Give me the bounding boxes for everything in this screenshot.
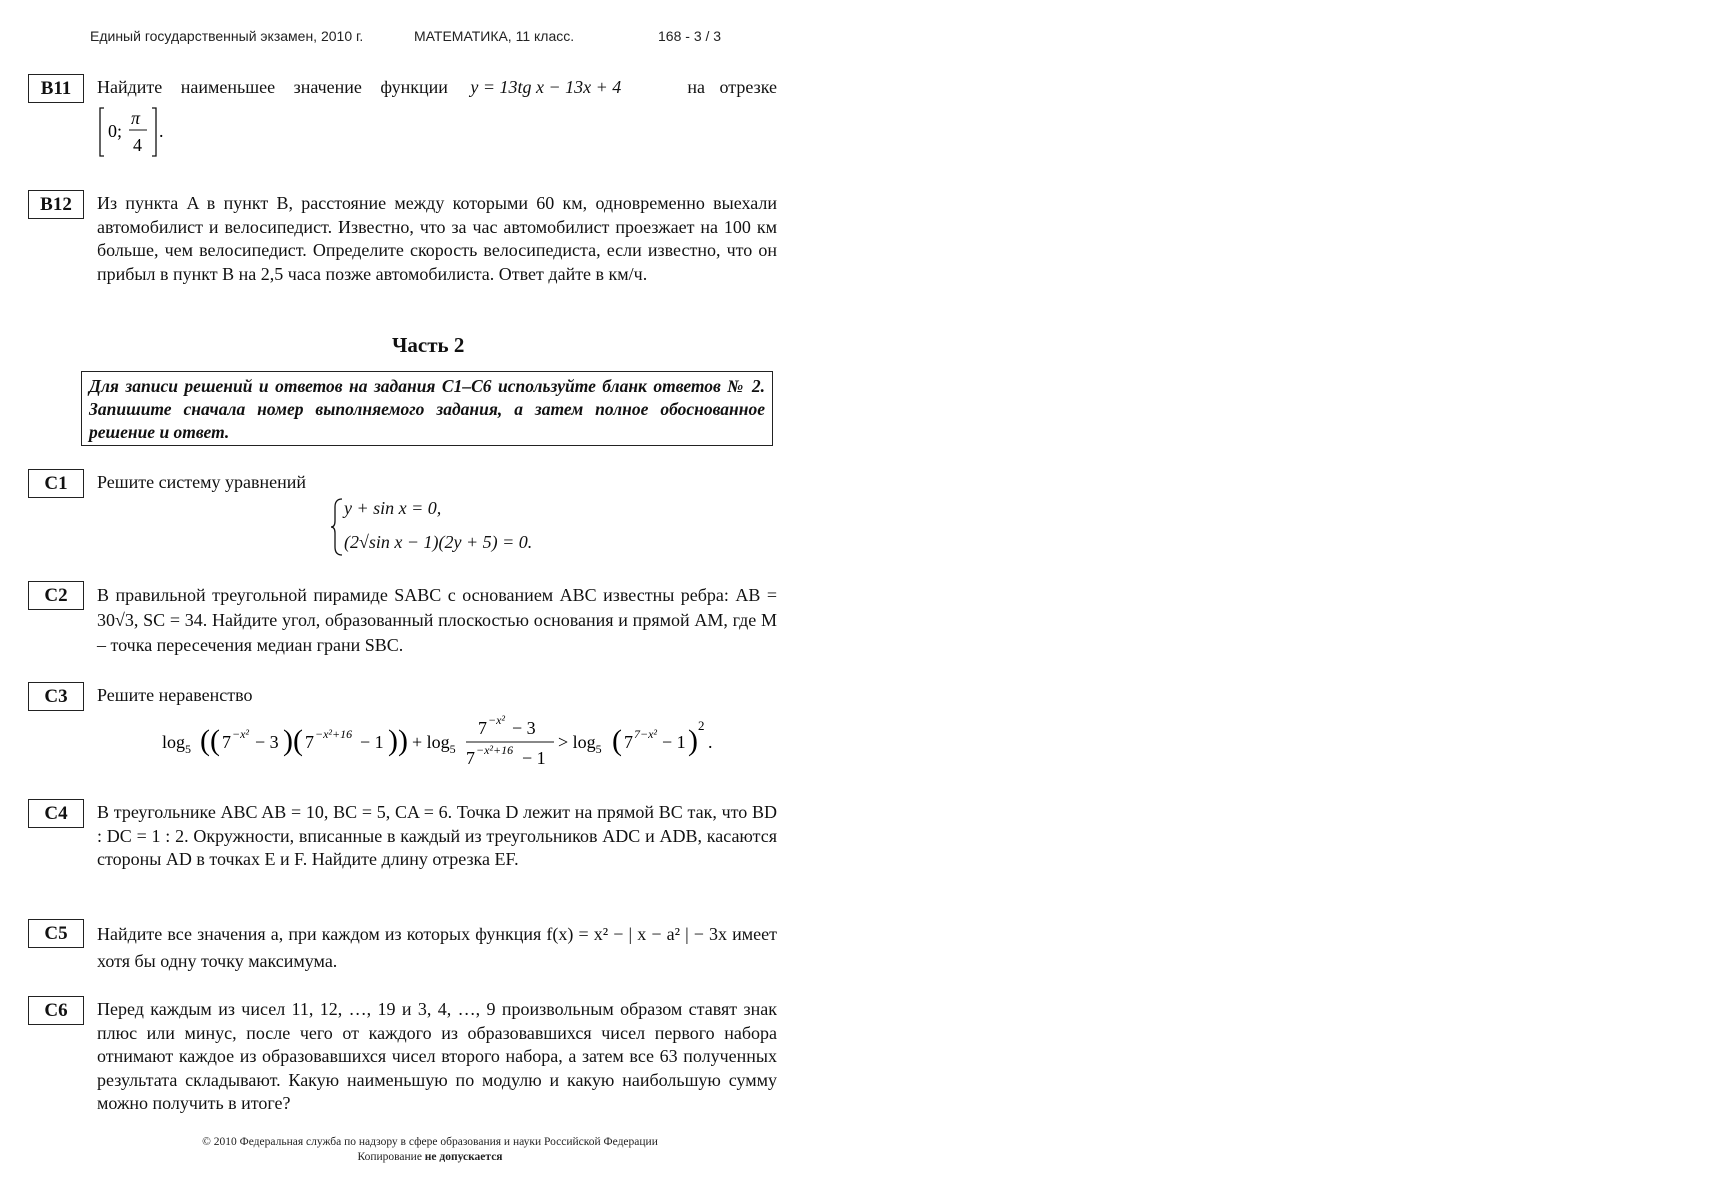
svg-text:7: 7 — [305, 732, 314, 752]
c1-equation-2: (2√sin x − 1)(2y + 5) = 0. — [344, 532, 533, 552]
svg-text:(: ( — [612, 724, 622, 757]
footer-copy-notice: Копирование не допускается — [357, 1151, 503, 1163]
svg-text:2: 2 — [698, 718, 705, 733]
task-b11-text: Найдите наименьшее значение функции y = 13tg x − 13x + 4 на отрезке — [97, 77, 777, 97]
c1-equation-1: y + sin x = 0, — [344, 498, 442, 518]
task-label-b12: B12 — [28, 190, 84, 219]
svg-text:log5: $\log_5$ — [162, 732, 192, 756]
svg-text:7: 7 — [478, 718, 487, 738]
task-label-b11: B11 — [28, 74, 84, 103]
svg-text:.: . — [708, 732, 713, 752]
svg-text:(: ( — [293, 724, 303, 757]
c1-system-brace — [330, 497, 344, 557]
task-label-c2: C2 — [28, 581, 84, 610]
svg-text:− 1: − 1 — [522, 748, 546, 768]
task-label-c4: C4 — [28, 799, 84, 828]
svg-text:−x²: −x² — [232, 727, 250, 741]
b11-interval-formula — [96, 104, 186, 160]
svg-text:): ) — [388, 724, 398, 757]
task-c1-text: Решите систему уравнений — [97, 472, 306, 492]
svg-text:4: 4 — [133, 135, 142, 155]
task-label-c5: C5 — [28, 919, 84, 948]
svg-text:): ) — [688, 724, 698, 757]
task-c2-text: В правильной треугольной пирамиде SABC с основанием ABC известны ребра: AB = 30√3, SC = 34. Найдите угол, образованный плоскостью основания и прямой AM, где M – точка пересечения медиан грани SBC. — [97, 585, 777, 655]
svg-text:): ) — [283, 724, 293, 757]
svg-text:+ log5: + $\log_5$ — [412, 732, 456, 756]
b11-function-formula: y = 13tg x − 13x + 4 — [470, 77, 622, 97]
task-label-c3: C3 — [28, 682, 84, 711]
svg-text:π: π — [131, 108, 141, 128]
svg-text:− 3: − 3 — [255, 732, 279, 752]
svg-text:− 3: − 3 — [512, 718, 536, 738]
svg-text:7−x²: 7−x² — [634, 727, 658, 741]
task-c3-text: Решите неравенство — [97, 685, 253, 705]
svg-text:(: ( — [200, 724, 210, 757]
task-c4-text: В треугольнике ABC AB = 10, BC = 5, CA = 6. Точка D лежит на прямой BC так, что BD : DC = 1 : 2. Окружности, вписанные в каждый из треугольников ADC и ADB, касаются стороны AD в точках E и F. Найдите длину отрезка EF. — [97, 802, 777, 869]
task-label-c6: C6 — [28, 996, 84, 1025]
task-label-c1: C1 — [28, 469, 84, 498]
part-2-title: Часть 2 — [392, 333, 465, 357]
svg-text:−x²+16: −x²+16 — [476, 743, 514, 757]
task-b12-text: Из пункта A в пункт B, расстояние между которыми 60 км, одновременно выехали автомобилист и велосипедист. Известно, что за час автомобилист проезжает на 100 км больше, чем велосипедист. Определите скорость велосипедиста, если известно, что он прибыл в пункт B на 2,5 часа позже автомобилиста. Ответ дайте в км/ч. — [97, 193, 777, 284]
svg-text:.: . — [159, 121, 164, 141]
svg-text:0;: 0; — [108, 121, 123, 141]
svg-text:7: 7 — [466, 748, 475, 768]
footer-copyright: © 2010 Федеральная служба по надзору в сфере образования и науки Российской Федерации — [202, 1136, 658, 1148]
part-2-instruction-box: Для записи решений и ответов на задания С1–С6 используйте бланк ответов № 2. Запишите сначала номер выполняемого задания, а затем полное обоснованное решение и ответ. — [81, 371, 773, 446]
header-page-number: 168 - 3 / 3 — [658, 28, 722, 44]
svg-text:−x²: −x² — [488, 713, 506, 727]
svg-text:): ) — [398, 724, 408, 757]
svg-text:7: 7 — [624, 732, 633, 752]
svg-text:−x²+16: −x²+16 — [315, 727, 353, 741]
task-c5-text: Найдите все значения a, при каждом из которых функция f(x) = x² − | x − a² | − 3x имеет хотя бы одну точку максимума. — [97, 924, 777, 971]
svg-text:− 1: − 1 — [360, 732, 384, 752]
svg-text:− 1: − 1 — [662, 732, 686, 752]
svg-text:7: 7 — [222, 732, 231, 752]
task-c6-text: Перед каждым из чисел 11, 12, …, 19 и 3, 4, …, 9 произвольным образом ставят знак плюс или минус, после чего от каждого из образовавшихся чисел первого набора отнимают каждое из образовавшихся чисел второго набора, а затем все 63 полученных результата складывают. Какую наименьшую по модулю и какую наибольшую сумму можно получить в итоге? — [97, 999, 777, 1113]
header-exam: Единый государственный экзамен, 2010 г. — [90, 28, 364, 44]
c3-inequality-formula — [160, 708, 720, 778]
svg-text:(: ( — [210, 724, 220, 757]
svg-text:> log5: > $\log_5$ — [558, 732, 602, 756]
header-subject: МАТЕМАТИКА, 11 класс. — [414, 28, 575, 44]
